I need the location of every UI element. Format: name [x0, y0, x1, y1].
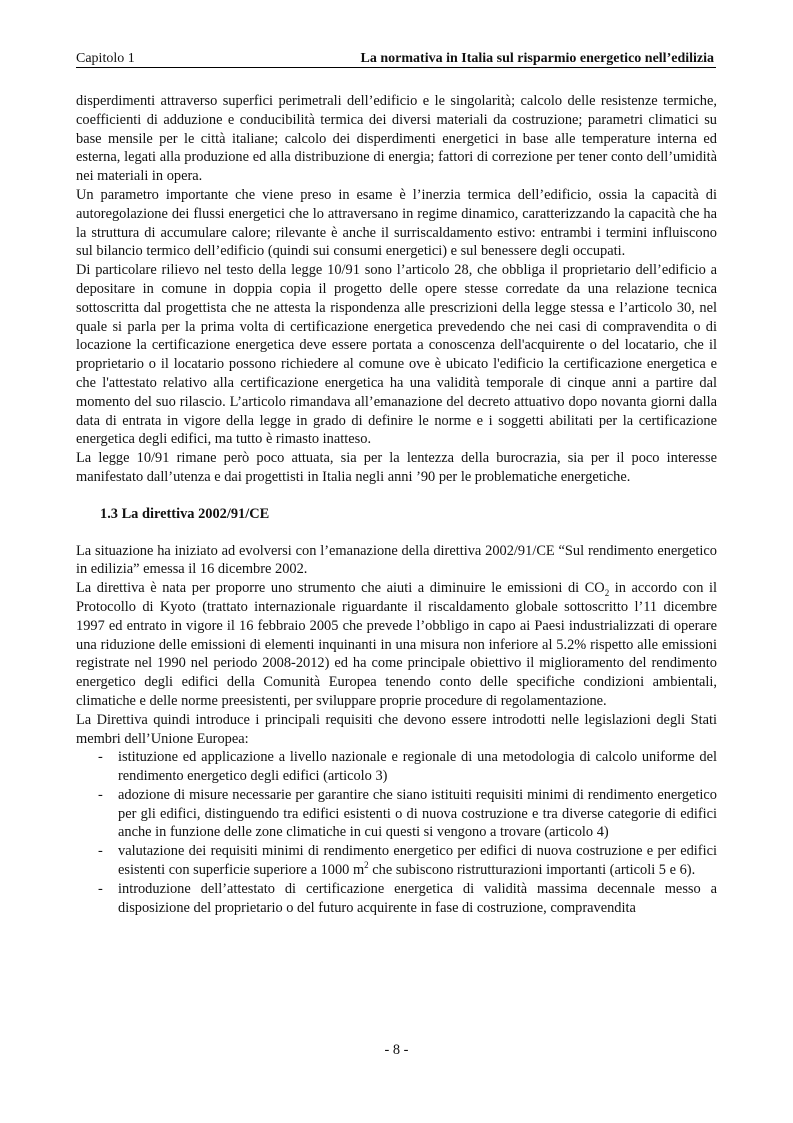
- chapter-title: La normativa in Italia sul risparmio energetico nell’edilizia: [360, 51, 714, 66]
- list-item-text: valutazione dei requisiti minimi di rendimento energetico per edifici di nuova costruzione e per edifici esistenti con superficie superiore a 1000 m: [118, 843, 717, 879]
- list-item: [76, 842, 717, 880]
- chapter-label: Capitolo 1: [76, 51, 135, 66]
- list-item-text: che subiscono ristrutturazioni importanti (articoli 5 e 6).: [368, 862, 696, 879]
- page-body: [76, 92, 717, 917]
- paragraph: La situazione ha iniziato ad evolversi con l’emanazione della direttiva 2002/91/CE “Sul rendimento energetico in edilizia” emessa il 16 dicembre 2002.: [76, 542, 717, 578]
- paragraph: disperdimenti attraverso superfici perimetrali dell’edificio e le singolarità; calcolo delle resistenze termiche, coefficienti di adduzione e conducibilità termica dei diversi materiali da costruzione; parametri climatici su base mensile per le città italiane; calcolo dei disperdimenti energetici in base alle temperature interna ed esterna, legati alla produzione ed alla distribuzione di energia; fattori di correzione per tener conto dell’umidità nei materiali in opera.: [76, 93, 717, 185]
- list-item-text: introduzione dell’attestato di certificazione energetica di validità massima decennale messo a disposizione del proprietario o del futuro acquirente in fase di costruzione, compravendita: [118, 880, 717, 916]
- requirements-list: [76, 748, 717, 917]
- running-header: [76, 50, 716, 68]
- subscript: 2: [604, 588, 610, 598]
- list-item-text: istituzione ed applicazione a livello nazionale e regionale di una metodologia di calcolo uniforme del rendimento energetico degli edifici (articolo 3): [118, 749, 717, 785]
- list-dash: -: [98, 786, 103, 803]
- list-dash: -: [98, 843, 103, 860]
- list-item: [76, 880, 717, 918]
- page-number: - 8 -: [384, 1042, 409, 1058]
- paragraph: La Direttiva quindi introduce i principali requisiti che devono essere introdotti nelle legislazioni degli Stati membri dell’Unione Europea:: [76, 711, 717, 747]
- list-item-text: adozione di misure necessarie per garantire che siano istituiti requisiti minimi di rendimento energetico per gli edifici, distinguendo tra edifici esistenti o di nuova costruzione e tra diverse categorie di edifici anche in funzione delle zone climatiche in cui questi si vengono a trovare (articolo 4): [118, 786, 717, 841]
- list-dash: -: [98, 880, 103, 897]
- paragraph: Di particolare rilievo nel testo della legge 10/91 sono l’articolo 28, che obbliga il proprietario dell’edificio a depositare in comune in doppia copia il progetto delle opere stesse corredate da una relazione tecnica sottoscritta dal progettista che ne attesta la rispondenza alle prescrizioni della legge stessa e l’articolo 30, nel quale si parla per la prima volta di certificazione energetica prevedendo che nei casi di compravendita o di locazione la certificazione energetica deve essere portata a conoscenza dell'acquirente o del locatario, che il proprietario o il locatario possono richiedere al comune ove è ubicato l'edificio la certificazione energetica e che l'attestato relativo alla certificazione energetica ha una validità temporale di cinque anni a partire dal momento del suo rilascio. L’articolo rimandava all’emanazione del decreto attuativo dopo novanta giorni dalla data di entrata in vigore della legge in grado di definire le norme e i soggetti abilitati per la certificazione energetica degli edifici, ma tutto è rimasto inatteso.: [76, 262, 717, 448]
- superscript: 2: [364, 860, 369, 871]
- paragraph-text: in accordo con il Protocollo di Kyoto (trattato internazionale riguardante il riscaldamento globale sottoscritto l’11 dicembre 1997 ed entrato in vigore il 16 febbraio 2005 che prevede l’obbligo in capo ai Paesi industrializzati di operare una riduzione delle emissioni di elementi inquinanti in una misura non inferiore al 5.2% rispetto alle emissioni registrate nel 1990 nel periodo 2008-2012) ed ha come principale obiettivo il miglioramento del rendimento energetico degli edifici della Comunità Europea tenendo conto delle specifiche condizioni ambientali, climatiche e delle norme preesistenti, per sviluppare proprie procedure di regolamentazione.: [76, 580, 717, 709]
- list-item: [76, 786, 717, 842]
- paragraph: La legge 10/91 rimane però poco attuata, sia per la lentezza della burocrazia, sia per il poco interesse manifestato dall’utenza e dai progettisti in Italia negli anni ’90 per le problematiche energetiche.: [76, 450, 717, 485]
- paragraph: [76, 579, 717, 711]
- list-item: [76, 748, 717, 786]
- paragraph: Un parametro importante che viene preso in esame è l’inerzia termica dell’edificio, ossia la capacità di autoregolazione dei flussi energetici che lo attraversano in regime dinamico, caratterizzando la capacità che ha la struttura di accumulare calore; rilevante è anche il surriscaldamento estivo: entrambi i termini influiscono sul bilancio termico dell’edificio (quindi sui consumi energetici) e sul benessere degli occupati.: [76, 186, 717, 260]
- section-heading: 1.3 La direttiva 2002/91/CE: [100, 505, 270, 522]
- list-dash: -: [98, 749, 103, 766]
- paragraph-text: La direttiva è nata per proporre uno strumento che aiuti a diminuire le emissioni di CO: [76, 580, 605, 597]
